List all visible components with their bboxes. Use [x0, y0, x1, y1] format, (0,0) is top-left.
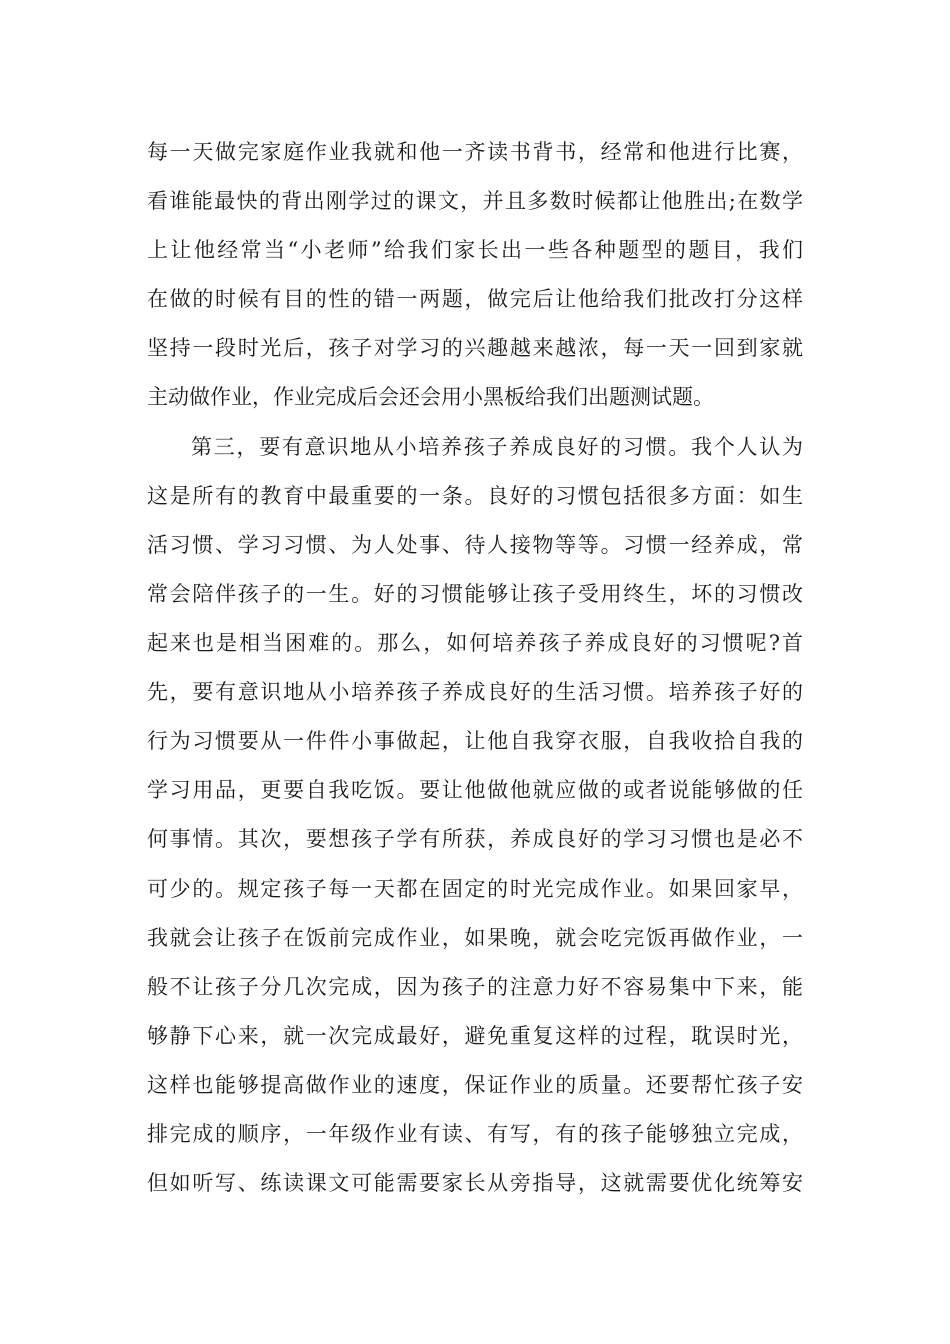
text-line: 常会陪伴孩子的一生。好的习惯能够让孩子受用终生，坏的习惯改: [147, 582, 803, 606]
text-line: 先，要有意识地从小培养孩子养成良好的生活习惯。培养孩子好的: [147, 680, 803, 704]
text-line: 这是所有的教育中最重要的一条。良好的习惯包括很多方面：如生: [147, 484, 803, 508]
text-line: 我就会让孩子在饭前完成作业，如果晚，就会吃完饭再做作业，一: [147, 926, 803, 950]
text-line: 主动做作业，作业完成后会还会用小黑板给我们出题测试题。: [147, 385, 714, 409]
text-line: 般不让孩子分几次完成，因为孩子的注意力好不容易集中下来，能: [147, 975, 803, 999]
text-line: 这样也能够提高做作业的速度，保证作业的质量。还要帮忙孩子安: [147, 1073, 803, 1097]
text-line: 在做的时候有目的性的错一两题，做完后让他给我们批改打分这样: [147, 287, 803, 311]
text-line: 何事情。其次，要想孩子学有所获，养成良好的学习习惯也是必不: [147, 827, 803, 851]
text-line: 起来也是相当困难的。那么，如何培养孩子养成良好的习惯呢?首: [147, 631, 803, 655]
text-line: 排完成的顺序，一年级作业有读、有写，有的孩子能够独立完成，: [147, 1122, 803, 1146]
text-line: 学习用品，更要自我吃饭。要让他做他就应做的或者说能够做的任: [147, 778, 803, 802]
text-line: 够静下心来，就一次完成最好，避免重复这样的过程，耽误时光，: [147, 1024, 803, 1048]
paragraph-start-line: 第三，要有意识地从小培养孩子养成良好的习惯。我个人认为: [191, 435, 803, 459]
text-line: 可少的。规定孩子每一天都在固定的时光完成作业。如果回家早，: [147, 877, 803, 901]
text-line: 活习惯、学习习惯、为人处事、待人接物等等。习惯一经养成，常: [147, 533, 803, 557]
text-line: 但如听写、练读课文可能需要家长从旁指导，这就需要优化统筹安: [147, 1171, 803, 1195]
text-line: 每一天做完家庭作业我就和他一齐读书背书，经常和他进行比赛，: [147, 140, 803, 164]
text-line: 看谁能最快的背出刚学过的课文，并且多数时候都让他胜出;在数学: [147, 189, 803, 213]
text-line: 行为习惯要从一件件小事做起，让他自我穿衣服，自我收拾自我的: [147, 729, 803, 753]
text-line: 上让他经常当“小老师”给我们家长出一些各种题型的题目，我们: [147, 238, 803, 262]
text-line: 坚持一段时光后，孩子对学习的兴趣越来越浓，每一天一回到家就: [147, 336, 803, 360]
